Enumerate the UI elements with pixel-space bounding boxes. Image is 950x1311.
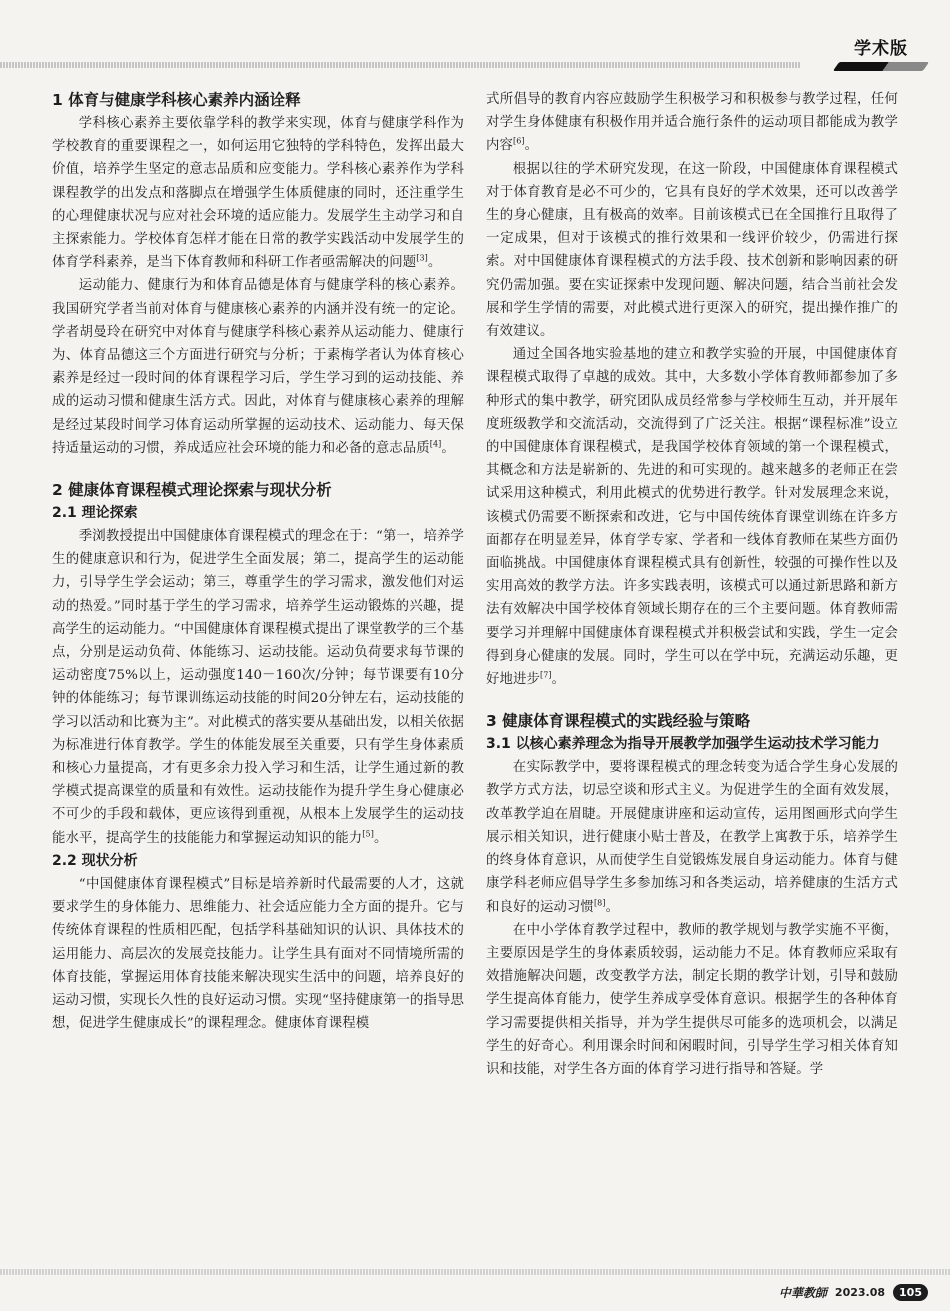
right-column: [486, 88, 898, 1081]
section-2-2-heading: 2.2 现状分析: [52, 852, 138, 869]
page-number-badge: 105: [893, 1284, 928, 1301]
section-3-1-paragraph-2: 在中小学体育教学过程中，教师的教学规划与教学实施不平衡，主要原因是学生的身体素质较弱，运动能力不足。体育教师应采取有效措施解决问题，改变教学方法，制定长期的教学计划，引导和鼓励学生提高体育能力，使学生养成享受体育意识。根据学生的各种体育学习需要提供相关指导，并为学生提供尽可能多的选项机会，以满足学生的好奇心。利用课余时间和闲暇时间，引导学生学习相关体育知识和技能，对学生各方面的体育学习进行指导和答疑。学: [486, 922, 898, 1077]
citation: [4]: [429, 439, 442, 449]
footer-dotted-rule: [0, 1269, 950, 1275]
footer-info: [779, 1281, 928, 1303]
left-column: [52, 88, 464, 1035]
section-2-2-paragraph-3: 通过全国各地实验基地的建立和教学实验的开展，中国健康体育课程模式取得了卓越的成效。其中，大多数小学体育教师都参加了多种形式的集中教学，研究团队成员经常参与学校师生互动，并开展年度班级教学和交流活动，交流得到了广泛关注。根据“课程标准”设立的中国健康体育课程模式，是我国学校体育领域的第一个课程模式，其概念和方法是崭新的、先进的和可实现的。越来越多的老师正在尝试采用这种模式，利用此模式的优势进行教学。针对发展理念来说，该模式仍需要不断探索和改进，它与中国传统体育课堂训练在许多方面都存在明显差异，体育学专家、学者和一线体育教师在某些方面仍面临挑战。中国健康体育课程模式具有创新性，较强的可操作性以及实用高效的教学方法。许多实践表明，该模式可以通过新思路和新方法有效解决中国学校体育领域长期存在的三个主要问题。体育教师需要学习并理解中国健康体育课程模式并积极尝试和实践，学生一定会得到身心健康的发展。同时，学生可以在学中玩，充满运动乐趣，更好地进步[7]。: [486, 347, 898, 688]
citation: [3]: [416, 253, 428, 263]
citation: [7]: [539, 670, 552, 680]
issue-date: 2023.08: [834, 1285, 886, 1299]
citation: [6]: [512, 136, 525, 146]
page-header: [0, 0, 950, 80]
section-2-2-paragraph-1: “中国健康体育课程模式”目标是培养新时代最需要的人才，这就要求学生的身体能力、思维能力、社会适应能力全方面的提升。它与传统体育课程的性质相匹配，包括学科基础知识的认识、具体技术的运用能力、高层次的发展竞技能力。让学生具有面对不同情境所需的体育技能，掌握运用体育技能来解决现实生活中的问题，培养良好的运动习惯，实现长久性的良好运动习惯。实现“坚持健康第一的指导思想，促进学生健康成长”的课程理念。健康体育课程模: [52, 876, 464, 1032]
section-1-paragraph-2: 运动能力、健康行为和体育品德是体育与健康学科的核心素养。我国研究学者当前对体育与健康核心素养的内涵并没有统一的定论。学者胡曼玲在研究中对体育与健康学科核心素养从运动能力、健康行为、体育品德这三个方面进行研究与分析；于素梅学者认为体育核心素养是经过一段时间的体育课程学习后，学生学习到的运动技能、养成的运动习惯和健康生活方式。因此，对体育与健康核心素养的理解是经过某段时间学习体育运动所掌握的运动技术、运动能力、每天保持适量运动的习惯，养成适应社会环境的能力和必备的意志品质[4]。: [52, 278, 464, 456]
journal-name: 中華教師: [778, 1285, 827, 1300]
section-2-1-heading: 2.1 理论探索: [52, 505, 138, 522]
section-label-stripe: [833, 62, 929, 71]
citation: [5]: [362, 829, 374, 839]
section-3-heading: 3 健康体育课程模式的实践经验与策略: [486, 712, 751, 731]
section-label: 学术版: [854, 39, 908, 59]
section-1-heading: 1 体育与健康学科核心素养内涵诠释: [52, 91, 301, 109]
continued-paragraph: 式所倡导的教育内容应鼓励学生积极学习和积极参与教学过程，任何对学生身体健康有积极作用并适合施行条件的运动项目都能成为教学内容[6]。: [486, 92, 898, 154]
section-2-2-paragraph-2: 根据以往的学术研究发现，在这一阶段，中国健康体育课程模式对于体育教育是必不可少的，它具有良好的学术效果，还可以改善学生的身心健康，且有极高的效率。目前该模式已在全国推行且取得了一定成果，但对于该模式的推行效果和一线评价较少，仍需进行探索。对中国健康体育课程模式的方法手段、技术创新和影响因素的研究仍需加强。要在实证探索中发现问题、解决问题，结合当前社会发展和学生学情的需要，对此模式进行更深入的研究，提出操作推广的有效建议。: [486, 161, 898, 340]
section-3-1-paragraph-1: 在实际教学中，要将课程模式的理念转变为适合学生身心发展的教学方式方法，切忌空谈和形式主义。为促进学生的全面有效发展，改革教学迫在眉睫。开展健康讲座和运动宣传，运用图画形式向学生展示相关知识，进行健康小贴士普及，在教学上寓教于乐，培养学生的终身体育意识，从而使学生自觉锻炼发展自身运动能力。体育与健康学科老师应倡导学生多参加练习和各类运动，培养健康的生活方式和良好的运动习惯[8]。: [486, 760, 898, 915]
section-2-heading: 2 健康体育课程模式理论探索与现状分析: [52, 481, 332, 500]
header-dotted-rule: [0, 62, 800, 68]
section-1-paragraph-1: 学科核心素养主要依靠学科的教学来实现，体育与健康学科作为学校教育的重要课程之一，如何运用它独特的学科特色，发挥出最大价值，培养学生坚定的意志品质和应变能力。学科核心素养作为学科课程教学的出发点和落脚点在增强学生体质健康的同时，还注重学生的心理健康状况与应对社会环境的适应能力。发展学生主动学习和自主探索能力。学校体育怎样才能在日常的教学实践活动中发展学生的体育学科素养，是当下体育教师和科研工作者亟需解决的问题[3]。: [52, 116, 464, 271]
citation: [8]: [593, 898, 606, 908]
section-3-1-heading: 3.1 以核心素养理念为指导开展教学加强学生运动技术学习能力: [486, 736, 880, 753]
section-2-1-paragraph-1: 季浏教授提出中国健康体育课程模式的理念在于：“第一，培养学生的健康意识和行为，促进学生全面发展；第二，提高学生的运动能力，引导学生学会运动；第三，尊重学生的学习需求，激发他们对运动的热爱。”同时基于学生的学习需求，培养学生运动锻炼的兴趣，提高学生的运动能力。“中国健康体育课程模式提出了课堂教学的三个基点，分别是运动负荷、体能练习、运动技能。运动负荷要求每节课的运动密度75%以上，运动强度140－160次/分钟；每节课要有10分钟的体能练习；每节课训练运动技能的时间20分钟左右，运动技能的学习以活动和比赛为主”。对此模式的落实要从基础出发，以相关依据为标准进行体育教学。学生的体能发展至关重要，只有学生身体素质和核心力量提高，才有更多余力投入学习和生活，让学生通过新的教学模式提高课堂的质量和有效性。运动技能作为提升学生身心健康必不可少的手段和载体，更应该得到重视，从根本上发展学生的运动技能水平，提高学生的技能能力和掌握运动知识的能力[5]。: [52, 529, 464, 846]
section-label-badge: [826, 30, 936, 74]
page-footer: [0, 1268, 950, 1311]
